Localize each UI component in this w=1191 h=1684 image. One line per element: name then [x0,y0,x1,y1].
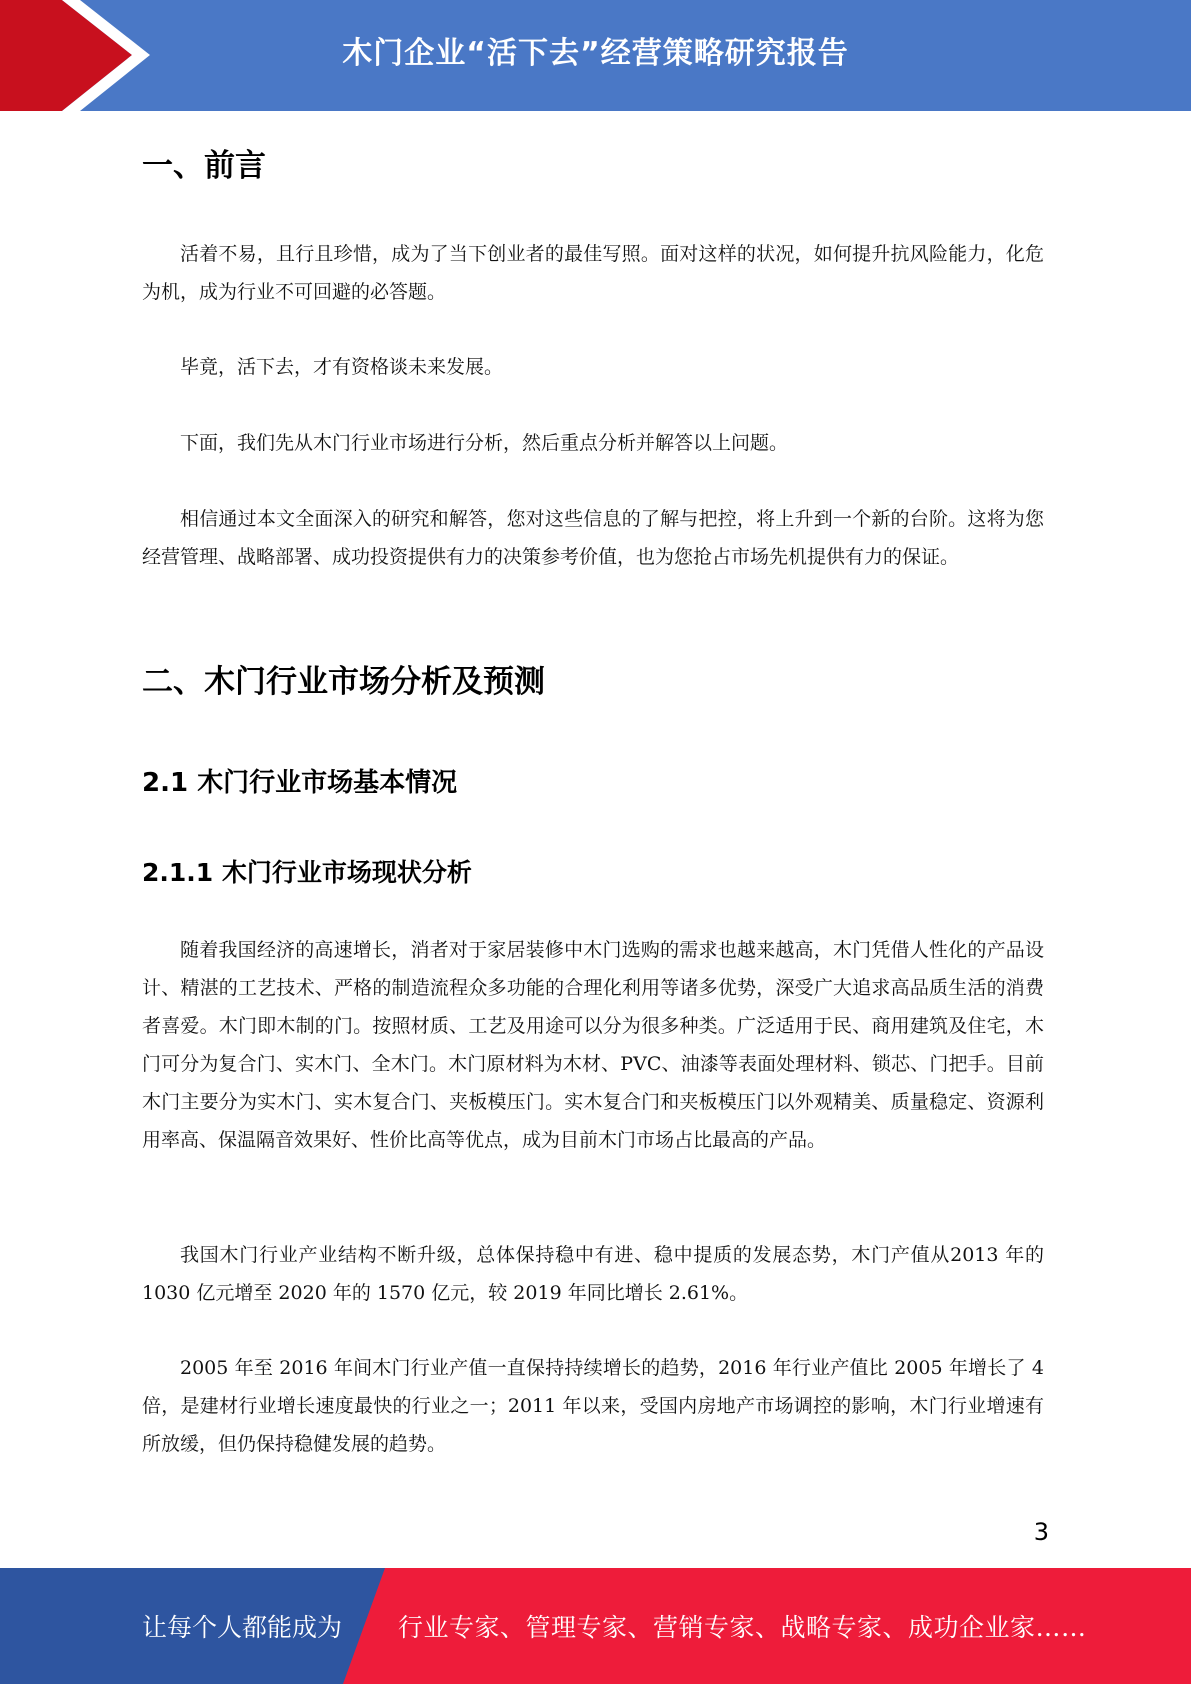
paragraph: 2005 年至 2016 年间木门行业产值一直保持持续增长的趋势，2016 年行业产值比 2005 年增长了 4 倍，是建材行业增长速度最快的行业之一；2011 年以来，受国内房地产市场调控的影响，木门行业增速有所放缓，但仍保持稳健发展的趋势。 [142,1357,1044,1455]
header-chevron-decoration [0,0,200,111]
paragraph: 活着不易，且行且珍惜，成为了当下创业者的最佳写照。面对这样的状况，如何提升抗风险能力，化危为机，成为行业不可回避的必答题。 [142,243,1044,303]
page-footer [0,1568,1191,1684]
page-header [0,0,1191,111]
section-1-heading: 一、前言 [142,148,266,184]
paragraph: 下面，我们先从木门行业市场进行分析，然后重点分析并解答以上问题。 [180,432,789,454]
paragraph: 我国木门行业产业结构不断升级，总体保持稳中有进、稳中提质的发展态势，木门产值从2013 年的 1030 亿元增至 2020 年的 1570 亿元，较 2019 年同比增长 2.61%。 [142,1244,1044,1304]
report-title: 木门企业“活下去”经营策略研究报告 [342,36,849,71]
paragraph: 毕竟，活下去，才有资格谈未来发展。 [180,356,504,378]
page-number: 3 [1033,1518,1049,1546]
subsection-2-1-1-heading: 2.1.1 木门行业市场现状分析 [142,858,472,887]
section-2-heading: 二、木门行业市场分析及预测 [142,664,545,700]
subsection-2-1-heading: 2.1 木门行业市场基本情况 [142,768,458,798]
paragraph: 相信通过本文全面深入的研究和解答，您对这些信息的了解与把控，将上升到一个新的台阶。这将为您经营管理、战略部署、成功投资提供有力的决策参考价值，也为您抢占市场先机提供有力的保证。 [142,508,1044,568]
footer-slogan-right: 行业专家、管理专家、营销专家、战略专家、成功企业家…… [398,1613,1087,1642]
footer-slogan-left: 让每个人都能成为 [142,1613,343,1642]
paragraph: 随着我国经济的高速增长，消者对于家居装修中木门选购的需求也越来越高，木门凭借人性化的产品设计、精湛的工艺技术、严格的制造流程众多功能的合理化利用等诸多优势，深受广大追求高品质生活的消费者喜爱。木门即木制的门。按照材质、工艺及用途可以分为很多种类。广泛适用于民、商用建筑及住宅，木门可分为复合门、实木门、全木门。木门原材料为木材、PVC、油漆等表面处理材料、锁芯、门把手。目前木门主要分为实木门、实木复合门、夹板模压门。实木复合门和夹板模压门以外观精美、质量稳定、资源利用率高、保温隔音效果好、性价比高等优点，成为目前木门市场占比最高的产品。 [142,939,1044,1151]
